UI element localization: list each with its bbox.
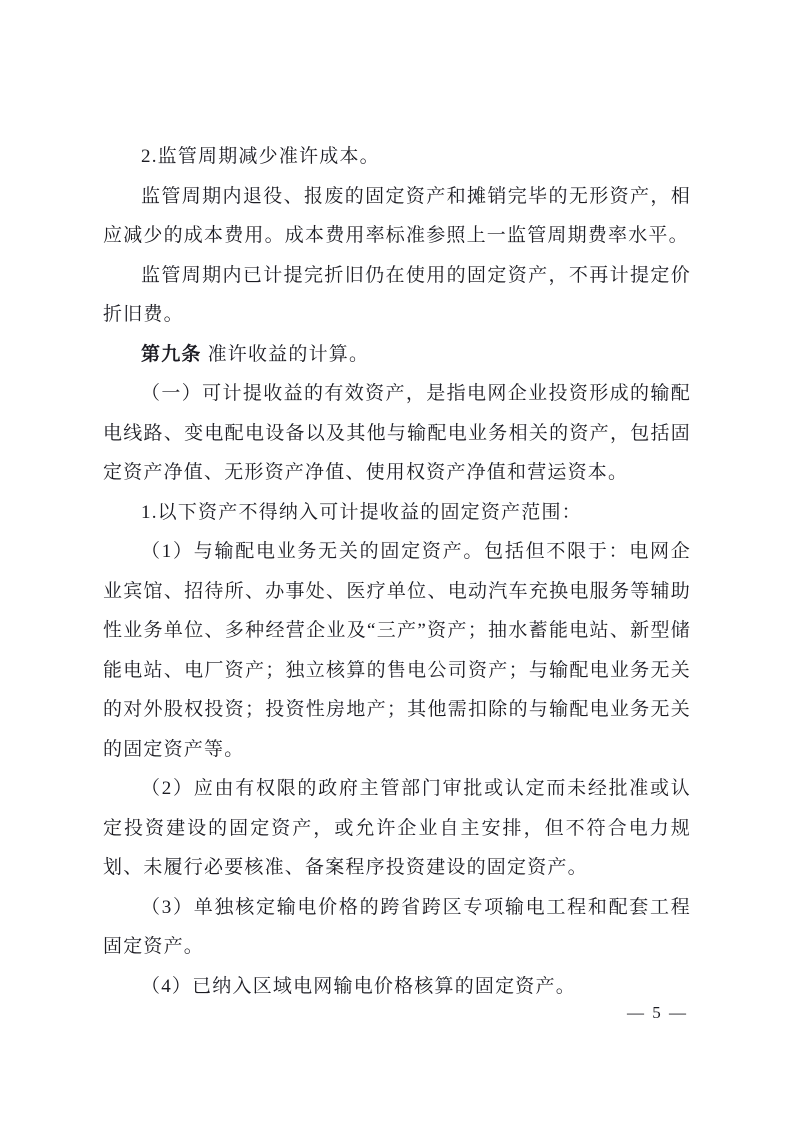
paragraph-text: （一）可计提收益的有效资产，是指电网企业投资形成的输配电线路、变电配电设备以及其他与输配电业务相关的资产，包括固定资产净值、无形资产净值、使用权资产净值和营运资本。 bbox=[103, 383, 691, 483]
paragraph-text: （1）与输配电业务无关的固定资产。包括但不限于：电网企业宾馆、招待所、办事处、医疗单位、电动汽车充换电服务等辅助性业务单位、多种经营企业及“三产”资产；抽水蓄能电站、新型储能电站、电厂资产；独立核算的售电公司资产；与输配电业务无关的对外股权投资；投资性房地产；其他需扣除的与输配电业务无关的固定资产等。 bbox=[103, 541, 691, 760]
paragraph-text: 1.以下资产不得纳入可计提收益的固定资产范围： bbox=[141, 501, 582, 523]
page-number: — 5 — bbox=[627, 1003, 688, 1022]
paragraph-text: 准许收益的计算。 bbox=[207, 343, 370, 365]
paragraph bbox=[103, 967, 691, 1007]
paragraph-text: 监管周期内退役、报废的固定资产和摊销完毕的无形资产，相应减少的成本费用。成本费用率标准参照上一监管周期费率水平。 bbox=[103, 185, 691, 246]
paragraph-text: （4）已纳入区域电网输电价格核算的固定资产。 bbox=[141, 975, 576, 997]
paragraph bbox=[103, 493, 691, 533]
article-number: 第九条 bbox=[141, 343, 202, 365]
paragraph bbox=[103, 888, 691, 967]
paragraph-text: 2.监管周期减少准许成本。 bbox=[141, 146, 380, 167]
paragraph-text: （2）应由有权限的政府主管部门审批或认定而未经批准或认定投资建设的固定资产，或允许企业自主安排，但不符合电力规划、未履行必要核准、备案程序投资建设的固定资产。 bbox=[103, 778, 691, 878]
paragraph bbox=[103, 769, 691, 888]
paragraph-text: （3）单独核定输电价格的跨省跨区专项输电工程和配套工程固定资产。 bbox=[103, 896, 691, 957]
paragraph bbox=[103, 137, 691, 177]
document-body bbox=[103, 137, 691, 1006]
paragraph-text: 监管周期内已计提完折旧仍在使用的固定资产，不再计提定价折旧费。 bbox=[103, 264, 691, 325]
paragraph bbox=[103, 256, 691, 335]
paragraph bbox=[103, 374, 691, 493]
paragraph bbox=[103, 177, 691, 256]
paragraph bbox=[103, 335, 691, 375]
paragraph bbox=[103, 532, 691, 769]
